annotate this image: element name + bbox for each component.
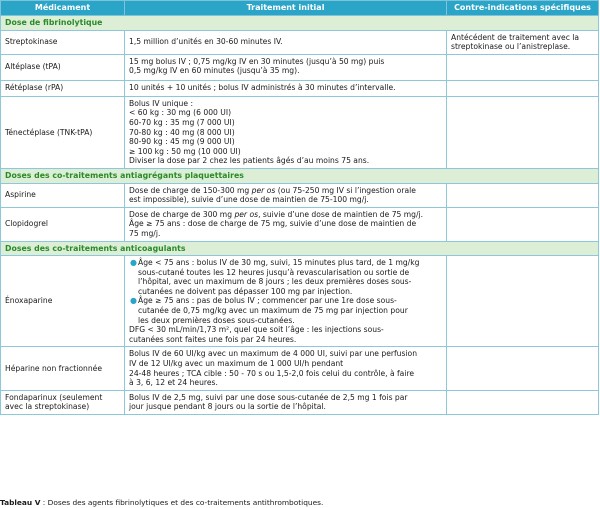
drug-name: Fondaparinux (seulement <box>5 392 103 402</box>
contra-cell <box>447 256 599 347</box>
treatment-line: Âge ≥ 75 ans : pas de bolus IV ; commencer par une 1re dose sous- <box>138 296 397 306</box>
treatment-line: DFG < 30 mL/min/1,73 m², quel que soit l’âge : les injections sous- <box>129 325 384 335</box>
treatment-line: à 3, 6, 12 et 24 heures. <box>129 378 218 388</box>
treatment-line: sous-cutané toutes les 12 heures jusqu’à revascularisation ou sortie de <box>138 267 410 277</box>
contra-line: Antécédent de traitement avec la <box>451 32 580 42</box>
contra-cell <box>447 183 599 207</box>
treatment-line: Bolus IV unique : <box>129 98 194 108</box>
contra-cell <box>447 80 599 96</box>
section-row <box>1 16 599 31</box>
treatment-line: < 60 kg : 30 mg (6 000 UI) <box>129 108 232 118</box>
treatment-line: 80-90 kg : 45 mg (9 000 UI) <box>129 137 235 147</box>
treatment-text: (ou 75-250 mg IV si l’ingestion orale <box>275 185 416 195</box>
treatment-cell: 10 unités + 10 unités ; bolus IV administrés à 30 minutes d’intervalle. <box>125 80 447 96</box>
bullet-icon: ● <box>130 258 137 268</box>
treatment-line: les deux premières doses sous-cutanées. <box>138 315 295 325</box>
drug-name: Altéplase (tPA) <box>1 54 125 80</box>
header-row <box>1 1 599 16</box>
header-medicament: Médicament <box>1 1 125 16</box>
table-row <box>1 80 599 96</box>
section-row <box>1 168 599 183</box>
treatment-line: est impossible), suivie d’une dose de maintien de 75-100 mg/j. <box>129 195 369 205</box>
bullet-icon: ● <box>130 296 137 306</box>
treatment-line: IV de 12 UI/kg avec un maximum de 1 000 UI/h pendant <box>129 359 344 369</box>
table-row <box>1 30 599 54</box>
treatment-cell <box>125 54 447 80</box>
treatment-cell: 1,5 million d’unités en 30-60 minutes IV. <box>125 30 447 54</box>
treatment-line: ≥ 100 kg : 50 mg (10 000 UI) <box>129 146 241 156</box>
section-antiagregants: Doses des co-traitements antiagrégants plaquettaires <box>1 168 599 183</box>
treatment-line: Âge ≥ 75 ans : dose de charge de 75 mg, suivie d’une dose de maintien de <box>129 219 417 229</box>
treatment-text: , suivie d’une dose de maintien de 75 mg/j. <box>258 209 424 219</box>
treatment-line: Âge < 75 ans : bolus IV de 30 mg, suivi, 15 minutes plus tard, de 1 mg/kg <box>138 258 420 268</box>
drug-name: Héparine non fractionnée <box>1 347 125 390</box>
table-row <box>1 54 599 80</box>
table-caption <box>0 498 323 507</box>
bullet-item <box>129 296 442 325</box>
drug-name-cell <box>1 390 125 414</box>
treatment-text: Dose de charge de 300 mg <box>129 209 235 219</box>
treatment-cell <box>125 256 447 347</box>
drug-name: Clopidogrel <box>1 207 125 241</box>
treatment-line: 0,5 mg/kg IV en 60 minutes (jusqu’à 35 mg). <box>129 66 300 76</box>
treatment-line: jour jusque pendant 8 jours ou la sortie de l’hôpital. <box>129 402 326 412</box>
table-row <box>1 347 599 390</box>
treatment-cell <box>125 207 447 241</box>
drug-name: Ténectéplase (TNK-tPA) <box>1 96 125 168</box>
treatment-cell <box>125 390 447 414</box>
bullet-item <box>129 258 442 296</box>
contra-cell <box>447 347 599 390</box>
contra-cell <box>447 30 599 54</box>
drug-name: Aspirine <box>1 183 125 207</box>
treatment-line: Diviser la dose par 2 chez les patients âgés d’au moins 75 ans. <box>129 156 370 166</box>
treatment-line: cutanée de 0,75 mg/kg avec un maximum de 75 mg par injection pour <box>138 306 408 316</box>
treatment-line: Bolus IV de 2,5 mg, suivi par une dose sous-cutanée de 2,5 mg 1 fois par <box>129 392 408 402</box>
treatment-line <box>129 210 442 220</box>
treatment-line: 15 mg bolus IV ; 0,75 mg/kg IV en 30 minutes (jusqu’à 50 mg) puis <box>129 56 385 66</box>
treatment-emphasis: per os <box>234 209 259 219</box>
treatment-line: cutanées ne doivent pas dépasser 100 mg par injection. <box>138 286 353 296</box>
contra-cell <box>447 207 599 241</box>
treatment-line: 24-48 heures ; TCA cible : 50 - 70 s ou 1,5-2,0 fois celui du contrôle, à faire <box>129 368 415 378</box>
section-anticoagulants: Doses des co-traitements anticoagulants <box>1 241 599 256</box>
drug-name: Streptokinase <box>1 30 125 54</box>
treatment-line: Bolus IV de 60 UI/kg avec un maximum de 4 000 UI, suivi par une perfusion <box>129 349 418 359</box>
treatment-emphasis: per os <box>251 185 276 195</box>
treatment-cell <box>125 96 447 168</box>
header-contre-indications: Contre-indications spécifiques <box>447 1 599 16</box>
treatment-line: 75 mg/j. <box>129 228 161 238</box>
treatment-text: Dose de charge de 150-300 mg <box>129 185 252 195</box>
treatment-line: 60-70 kg : 35 mg (7 000 UI) <box>129 117 235 127</box>
contra-cell <box>447 96 599 168</box>
table-row <box>1 207 599 241</box>
section-fibrinolytique: Dose de fibrinolytique <box>1 16 599 31</box>
treatment-line: 70-80 kg : 40 mg (8 000 UI) <box>129 127 235 137</box>
contra-cell <box>447 54 599 80</box>
drug-name: Rétéplase (rPA) <box>1 80 125 96</box>
treatment-line: cutanées sont faites une fois par 24 heures. <box>129 334 297 344</box>
contra-line: streptokinase ou l’anistreplase. <box>451 42 571 52</box>
contra-cell <box>447 390 599 414</box>
drug-name: Énoxaparine <box>1 256 125 347</box>
treatment-cell <box>125 347 447 390</box>
caption-text: : Doses des agents fibrinolytiques et des co-traitements antithrombotiques. <box>40 498 324 507</box>
table-row <box>1 256 599 347</box>
section-row <box>1 241 599 256</box>
caption-label: Tableau V <box>0 498 41 507</box>
table-row <box>1 183 599 207</box>
drug-name: avec la streptokinase) <box>5 402 90 412</box>
table-row <box>1 390 599 414</box>
treatment-line: l’hôpital, avec un maximum de 8 jours ; les deux premières doses sous- <box>138 277 412 287</box>
treatment-line <box>129 186 442 196</box>
table-row <box>1 96 599 168</box>
header-traitement: Traitement initial <box>125 1 447 16</box>
treatment-cell <box>125 183 447 207</box>
